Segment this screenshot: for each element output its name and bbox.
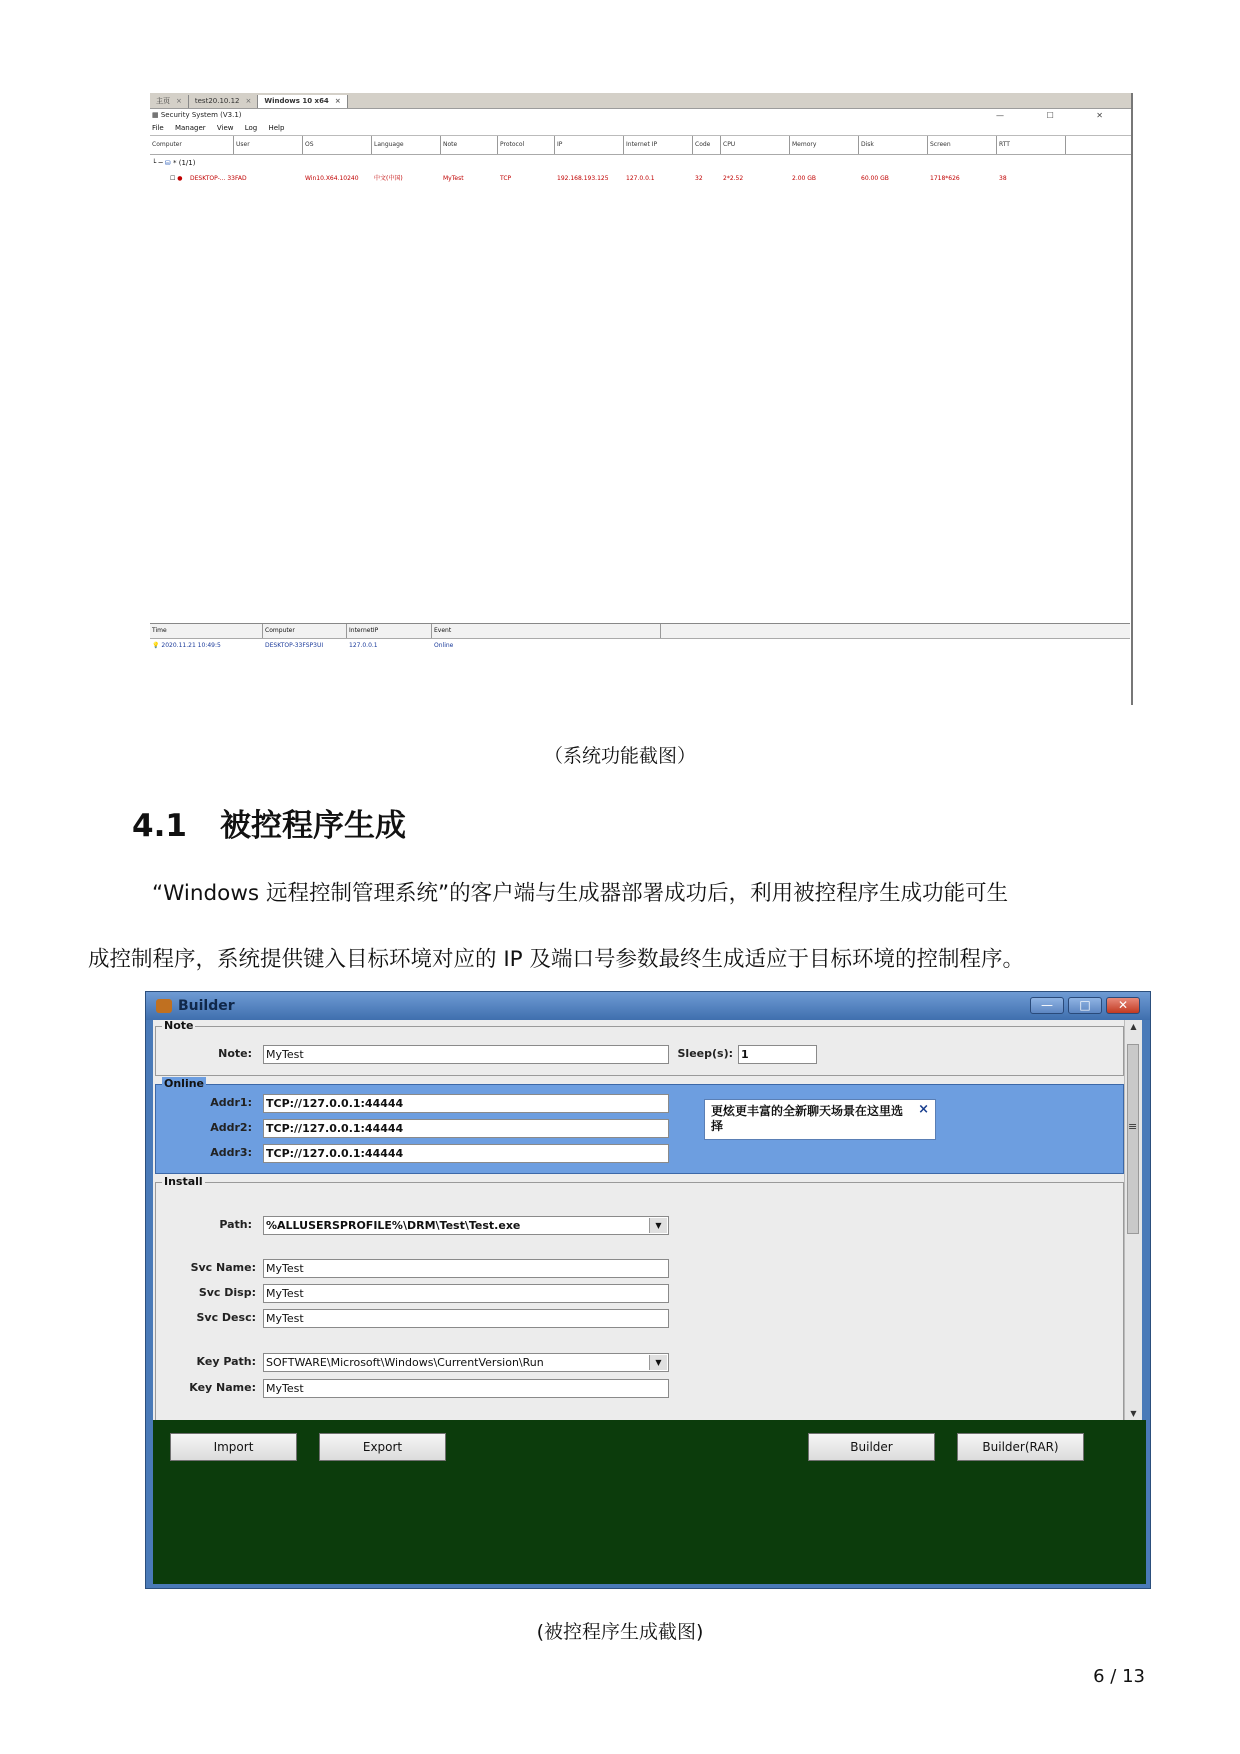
builder-form bbox=[153, 1020, 1128, 1420]
log-row[interactable] bbox=[150, 639, 1130, 653]
cell-event: Online bbox=[434, 642, 454, 649]
column-header[interactable]: Computer bbox=[150, 136, 234, 154]
cell-internet-ip: 127.0.0.1 bbox=[626, 175, 655, 182]
column-header[interactable]: User bbox=[234, 136, 303, 154]
key-path-value: SOFTWARE\Microsoft\Windows\CurrentVersion\Run bbox=[266, 1356, 544, 1369]
row-checkbox[interactable]: ☐ ● bbox=[170, 175, 183, 182]
vertical-scrollbar[interactable] bbox=[1124, 1020, 1142, 1420]
figure-caption: (被控程序生成截图) bbox=[536, 1621, 704, 1643]
group-label: * (1/1) bbox=[172, 159, 196, 167]
online-group bbox=[155, 1077, 1124, 1174]
key-path-select[interactable] bbox=[263, 1353, 669, 1372]
builder-button[interactable]: Builder bbox=[808, 1433, 935, 1461]
table-row[interactable] bbox=[150, 171, 1133, 187]
addr2-field[interactable]: TCP://127.0.0.1:44444 bbox=[263, 1119, 669, 1138]
log-header bbox=[150, 623, 1130, 639]
window-controls[interactable]: — ☐ ✕ bbox=[996, 111, 1123, 120]
menu-help[interactable]: Help bbox=[268, 124, 285, 132]
column-header[interactable]: RTT bbox=[997, 136, 1066, 154]
tab-label: test20.10.12 bbox=[194, 97, 240, 105]
import-button[interactable]: Import bbox=[170, 1433, 297, 1461]
notification-tooltip bbox=[704, 1099, 936, 1140]
close-icon[interactable]: × bbox=[334, 97, 341, 105]
cell-internet-ip: 127.0.0.1 bbox=[349, 642, 378, 649]
cell-disk: 60.00 GB bbox=[861, 175, 889, 182]
sleep-label: Sleep(s): bbox=[677, 1047, 733, 1060]
scroll-up-icon[interactable]: ▲ bbox=[1130, 1022, 1137, 1031]
tab-windows10[interactable] bbox=[258, 95, 347, 108]
tooltip-text: 更炫更丰富的全新聊天场景在这里选择 bbox=[711, 1104, 904, 1133]
close-icon[interactable]: × bbox=[176, 97, 182, 105]
builder-rar-button[interactable]: Builder(RAR) bbox=[957, 1433, 1084, 1461]
event-log bbox=[150, 623, 1130, 653]
column-header[interactable]: Event bbox=[432, 624, 661, 638]
builder-titlebar bbox=[146, 992, 1150, 1020]
group-legend: Note bbox=[164, 1020, 194, 1032]
app-icon: ▦ bbox=[152, 111, 161, 119]
group-legend: Online bbox=[164, 1077, 205, 1090]
cell-user bbox=[259, 171, 303, 187]
key-name-label: Key Name: bbox=[189, 1381, 256, 1394]
column-header[interactable]: Note bbox=[441, 136, 498, 154]
window-titlebar bbox=[150, 109, 1133, 122]
cell-os: Win10.X64.10240 bbox=[305, 175, 359, 182]
grip-icon: ≡ bbox=[1128, 1120, 1138, 1133]
addr1-label: Addr1: bbox=[210, 1096, 252, 1109]
svc-disp-field[interactable]: MyTest bbox=[263, 1284, 669, 1303]
menu-manager[interactable]: Manager bbox=[174, 124, 206, 132]
security-system-screenshot bbox=[150, 93, 1133, 705]
tab-home[interactable] bbox=[150, 95, 189, 108]
section-title: 被控程序生成 bbox=[220, 808, 406, 844]
cell-computer: DESKTOP-... 33FAD bbox=[190, 175, 247, 182]
tab-label: 主页 bbox=[156, 97, 170, 105]
close-icon[interactable]: × bbox=[245, 97, 252, 105]
tree-expand-icon[interactable]: └ ─ bbox=[152, 159, 165, 167]
key-path-label: Key Path: bbox=[196, 1355, 256, 1368]
svc-desc-label: Svc Desc: bbox=[196, 1311, 256, 1324]
minimize-button[interactable]: — bbox=[1030, 997, 1064, 1014]
divider bbox=[1131, 93, 1133, 705]
column-header[interactable]: CPU bbox=[721, 136, 790, 154]
body-paragraph-line: “Windows 远程控制管理系统”的客户端与生成器部署成功后，利用被控程序生成功能可生 bbox=[152, 881, 1009, 906]
column-header[interactable]: Computer bbox=[263, 624, 347, 638]
chevron-down-icon[interactable]: ▼ bbox=[649, 1355, 667, 1370]
menu-view[interactable]: View bbox=[216, 124, 234, 132]
client-group[interactable] bbox=[150, 155, 1133, 171]
path-select[interactable] bbox=[263, 1216, 669, 1235]
path-value: %ALLUSERSPROFILE%\DRM\Test\Test.exe bbox=[266, 1219, 521, 1232]
close-icon[interactable]: × bbox=[918, 1102, 929, 1117]
addr2-label: Addr2: bbox=[210, 1121, 252, 1134]
note-label: Note: bbox=[218, 1047, 252, 1060]
cell-time-text: 2020.11.21 10:49:5 bbox=[161, 642, 221, 649]
install-group bbox=[155, 1175, 1124, 1420]
svc-disp-label: Svc Disp: bbox=[198, 1286, 256, 1299]
window-title: Security System (V3.1) bbox=[160, 111, 242, 119]
addr3-field[interactable]: TCP://127.0.0.1:44444 bbox=[263, 1144, 669, 1163]
cell-note: MyTest bbox=[443, 175, 464, 182]
column-header[interactable]: OS bbox=[303, 136, 372, 154]
column-header[interactable]: Screen bbox=[928, 136, 997, 154]
tab-label: Windows 10 x64 bbox=[264, 97, 329, 105]
section-heading bbox=[132, 800, 406, 845]
menu-bar bbox=[150, 122, 1133, 136]
network-icon: ⛁ bbox=[164, 159, 173, 167]
key-name-field[interactable]: MyTest bbox=[263, 1379, 669, 1398]
cell-memory: 2.00 GB bbox=[792, 175, 817, 182]
group-legend: Install bbox=[164, 1175, 203, 1188]
column-header[interactable]: Internet IP bbox=[624, 136, 693, 154]
page-number: 6 / 13 bbox=[1093, 1666, 1145, 1687]
cell-screen: 1718*626 bbox=[930, 175, 960, 182]
cell-protocol: TCP bbox=[500, 175, 512, 182]
export-button[interactable]: Export bbox=[319, 1433, 446, 1461]
cell-rtt: 38 bbox=[999, 175, 1007, 182]
section-number: 4.1 bbox=[132, 808, 187, 844]
column-header[interactable]: Language bbox=[372, 136, 441, 154]
column-header[interactable]: Code bbox=[693, 136, 721, 154]
column-header[interactable]: Disk bbox=[859, 136, 928, 154]
cell-language: 中文(中国) bbox=[374, 175, 403, 182]
builder-window bbox=[145, 991, 1151, 1589]
browser-tab-bar bbox=[150, 93, 1133, 109]
note-group bbox=[155, 1020, 1124, 1076]
column-header[interactable]: IP bbox=[555, 136, 624, 154]
menu-file[interactable]: File bbox=[152, 124, 164, 132]
chevron-down-icon[interactable]: ▼ bbox=[649, 1218, 667, 1233]
column-header[interactable]: Time bbox=[150, 624, 263, 638]
close-button[interactable]: ✕ bbox=[1106, 997, 1140, 1014]
svc-desc-field[interactable]: MyTest bbox=[263, 1309, 669, 1328]
window-title: Builder bbox=[178, 998, 235, 1014]
scrollbar-thumb[interactable] bbox=[1127, 1044, 1139, 1234]
builder-button-panel bbox=[153, 1420, 1146, 1584]
cell-cpu: 2*2.52 bbox=[723, 175, 744, 182]
svc-name-field[interactable]: MyTest bbox=[263, 1259, 669, 1278]
body-paragraph-line: 成控制程序，系统提供键入目标环境对应的 IP 及端口号参数最终生成适应于目标环境的控制程序。 bbox=[88, 947, 1024, 972]
addr3-label: Addr3: bbox=[210, 1146, 252, 1159]
menu-log[interactable]: Log bbox=[244, 124, 258, 132]
builder-app-icon bbox=[156, 999, 172, 1013]
scroll-down-icon[interactable]: ▼ bbox=[1130, 1409, 1137, 1418]
path-label: Path: bbox=[219, 1218, 252, 1231]
column-header[interactable]: Memory bbox=[790, 136, 859, 154]
maximize-button[interactable]: □ bbox=[1068, 997, 1102, 1014]
cell-ip: 192.168.193.125 bbox=[557, 175, 609, 182]
addr1-field[interactable]: TCP://127.0.0.1:44444 bbox=[263, 1094, 669, 1113]
figure-caption: （系统功能截图） bbox=[543, 745, 696, 767]
column-header[interactable]: Protocol bbox=[498, 136, 555, 154]
cell-time bbox=[150, 639, 263, 653]
bulb-icon: 💡 bbox=[152, 642, 160, 649]
client-table-header bbox=[150, 136, 1133, 155]
svc-name-label: Svc Name: bbox=[190, 1261, 256, 1274]
column-header[interactable]: InternetIP bbox=[347, 624, 432, 638]
sleep-field[interactable]: 1 bbox=[738, 1045, 817, 1064]
cell-computer: DESKTOP-33FSP3UI bbox=[265, 642, 324, 649]
note-field[interactable]: MyTest bbox=[263, 1045, 669, 1064]
tab-test[interactable] bbox=[189, 95, 259, 108]
cell-code: 32 bbox=[695, 175, 703, 182]
